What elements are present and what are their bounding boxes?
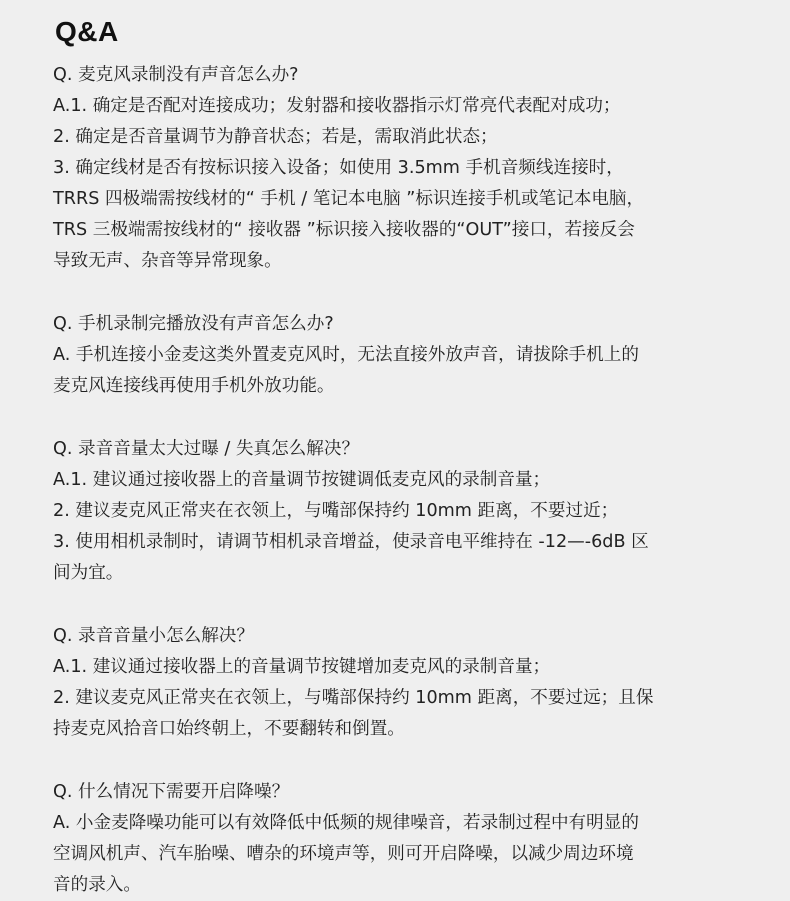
qa-item — [53, 621, 743, 745]
answer-line: 2. 确定是否音量调节为静音状态；若是，需取消此状态； — [53, 127, 498, 147]
answer-line: TRS 三极端需按线材的“ 接收器 ”标识接入接收器的“OUT”接口，若接反会 — [53, 220, 635, 240]
answer-line: 2. 建议麦克风正常夹在衣领上，与嘴部保持约 10mm 距离，不要过远；且保 — [53, 688, 654, 708]
question-line: Q. 录音音量小怎么解决？ — [53, 626, 254, 646]
answer-line: 3. 使用相机录制时，请调节相机录音增益，使录音电平维持在 -12—-6dB 区 — [53, 532, 649, 552]
answer-line: 3. 确定线材是否有按标识接入设备；如使用 3.5mm 手机音频线连接时， — [53, 158, 624, 178]
answer-line: 麦克风连接线再使用手机外放功能。 — [53, 376, 335, 396]
qa-list — [53, 60, 743, 901]
answer-line: 音的录入。 — [53, 875, 141, 895]
answer-line: 2. 建议麦克风正常夹在衣领上，与嘴部保持约 10mm 距离，不要过近； — [53, 501, 619, 521]
answer-line: A.1. 建议通过接收器上的音量调节按键调低麦克风的录制音量； — [53, 470, 551, 490]
answer-line: A.1. 确定是否配对连接成功；发射器和接收器指示灯常亮代表配对成功； — [53, 96, 621, 116]
answer-line: 空调风机声、汽车胎噪、嘈杂的环境声等，则可开启降噪，以减少周边环境 — [53, 844, 634, 864]
answer-line: A. 小金麦降噪功能可以有效降低中低频的规律噪音，若录制过程中有明显的 — [53, 813, 639, 833]
qa-item — [53, 777, 743, 901]
answer-line: 持麦克风拾音口始终朝上，不要翻转和倒置。 — [53, 719, 405, 739]
answer-line: 间为宜。 — [53, 563, 124, 583]
question-line: Q. 什么情况下需要开启降噪？ — [53, 782, 290, 802]
qa-item — [53, 60, 743, 277]
qa-item — [53, 309, 743, 402]
answer-line: TRRS 四极端需按线材的“ 手机 / 笔记本电脑 ”标识连接手机或笔记本电脑， — [53, 189, 645, 209]
answer-line: 导致无声、杂音等异常现象。 — [53, 251, 282, 271]
question-line: Q. 手机录制完播放没有声音怎么办? — [53, 314, 334, 334]
question-line: Q. 麦克风录制没有声音怎么办? — [53, 65, 299, 85]
question-line: Q. 录音音量太大过曝 / 失真怎么解决？ — [53, 439, 360, 459]
answer-line: A.1. 建议通过接收器上的音量调节按键增加麦克风的录制音量； — [53, 657, 551, 677]
answer-line: A. 手机连接小金麦这类外置麦克风时，无法直接外放声音，请拔除手机上的 — [53, 345, 639, 365]
page-title: Q&A — [55, 16, 119, 47]
qa-item — [53, 434, 743, 589]
